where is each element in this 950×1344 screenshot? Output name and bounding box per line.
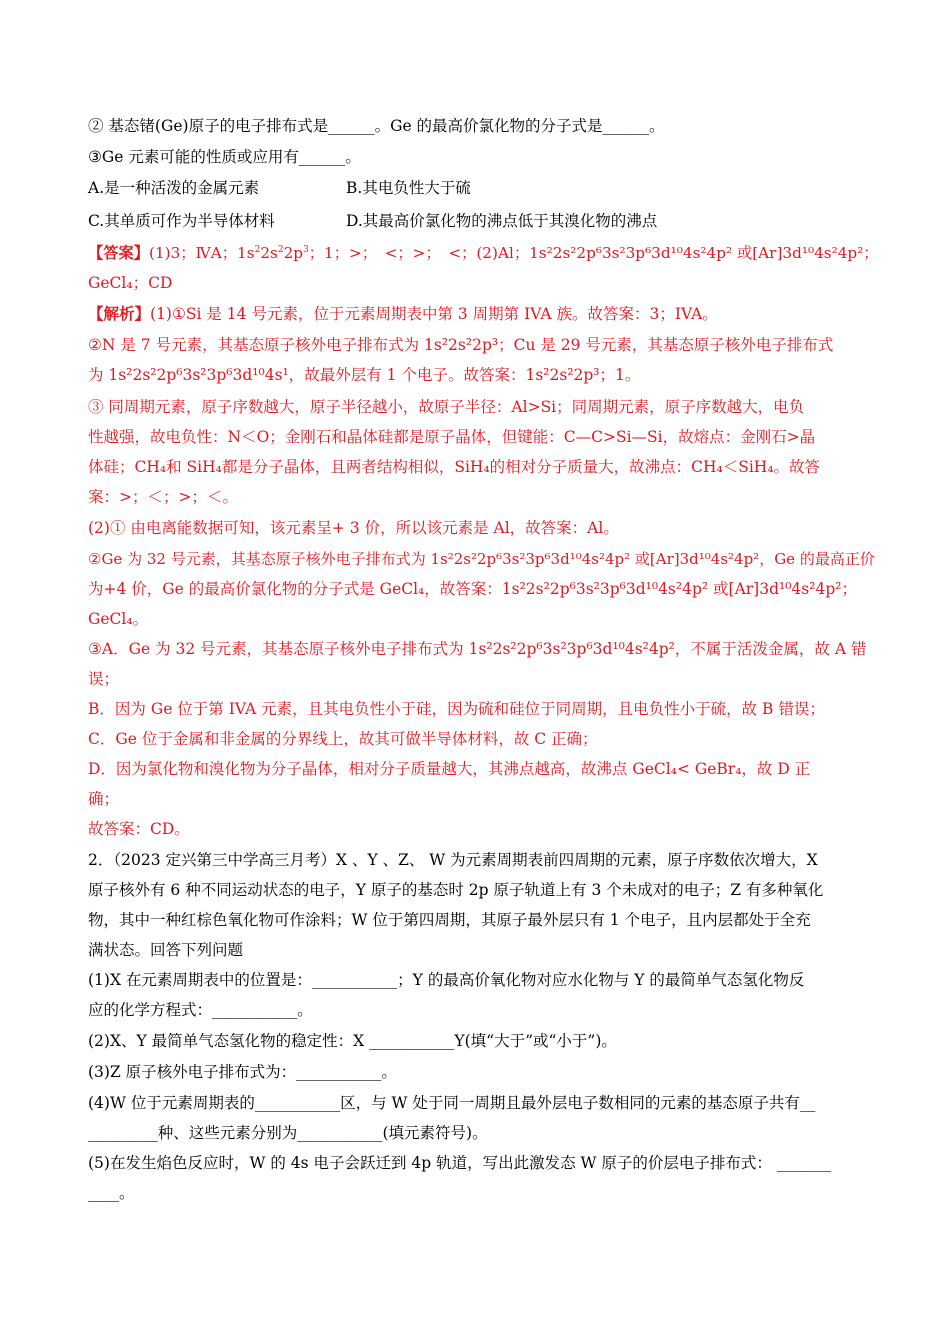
analysis-line-11: GeCl₄。 xyxy=(88,610,149,628)
answer-text: 2s xyxy=(260,244,278,262)
answer-text: 2p xyxy=(283,244,304,262)
question-2-line-3: 物，其中一种红棕色氧化物可作涂料；W 位于第四周期，其原子最外层只有 1 个电子，且内层都处于全充 xyxy=(88,911,811,929)
question-2-line-5: (1)X 在元素周期表中的位置是：___________；Y 的最高价氧化物对应水化物与 Y 的最简单气态氢化物反 xyxy=(88,971,805,989)
question-2-line-4: 满状态。回答下列问题 xyxy=(88,941,244,959)
question-2-line-6: 应的化学方程式：___________。 xyxy=(88,1001,313,1019)
answer-text: ；1；>； <；>； <；(2)Al；1s²2s²2p⁶3s²3p⁶3d¹⁰4s²4p² 或[Ar]3d¹⁰4s²4p²； xyxy=(308,244,879,262)
analysis-line-7: 案：>；＜；>；＜。 xyxy=(88,488,238,506)
analysis-line-12: ③A．Ge 为 32 号元素，其基态原子核外电子排布式为 1s²2s²2p⁶3s²3p⁶3d¹⁰4s²4p²，不属于活泼金属，故 A 错 xyxy=(88,640,867,658)
answer-text: (1)3；ⅣA；1s xyxy=(149,244,255,262)
analysis-line-13: 误； xyxy=(88,670,120,688)
analysis-line-17: 确； xyxy=(88,790,120,808)
analysis-line-15: C．Ge 位于金属和非金属的分界线上，故其可做半导体材料，故 C 正确； xyxy=(88,730,598,748)
question-2-line-10: _________种、这些元素分别为___________(填元素符号)。 xyxy=(88,1124,488,1142)
option-b: B.其电负性大于硫 xyxy=(346,179,471,197)
analysis-line-8: (2)① 由电离能数据可知，该元素呈+ 3 价，所以该元素是 Al，故答案：Al。 xyxy=(88,519,619,537)
question-2-line-7: (2)X、Y 最简单气态氢化物的稳定性：X ___________Y(填“大于”或“小于”)。 xyxy=(88,1032,617,1050)
analysis-line-5: 性越强，故电负性：N＜O；金刚石和晶体硅都是原子晶体，但键能：C—C>Si—Si，故熔点：金刚石>晶 xyxy=(88,428,816,446)
question-2-line-1: 2．（2023 定兴第三中学高三月考）X 、Y 、Z、 W 为元素周期表前四周期的元素，原子序数依次增大，X xyxy=(88,851,818,869)
analysis-line-1 xyxy=(88,303,878,325)
analysis-line-16: D．因为氯化物和溴化物为分子晶体，相对分子质量越大，其沸点越高，故沸点 GeCl₄< GeBr₄，故 D 正 xyxy=(88,760,811,778)
answer-sup: 3 xyxy=(303,245,309,255)
question-2-line-9: (4)W 位于元素周期表的___________区，与 W 处于同一周期且最外层电子数相同的元素的基态原子共有__ xyxy=(88,1094,816,1112)
option-c: C.其单质可作为半导体材料 xyxy=(88,212,275,230)
answer-sup: 2 xyxy=(254,245,261,255)
analysis-line-14: B．因为 Ge 位于第 IVA 元素，且其电负性小于硅，因为硫和硅位于同周期，且电负性小于硫，故 B 错误； xyxy=(88,700,825,718)
question-2-line-2: 原子核外有 6 种不同运动状态的电子，Y 原子的基态时 2p 原子轨道上有 3 个未成对的电子；Z 有多种氧化 xyxy=(88,881,824,899)
analysis-line-3: 为 1s²2s²2p⁶3s²3p⁶3d¹⁰4s¹，故最外层有 1 个电子。故答案：1s²2s²2p³；1。 xyxy=(88,366,641,384)
analysis-text: (1)①Si 是 14 号元素，位于元素周期表中第 3 周期第 IVA 族。故答案：3；IVA。 xyxy=(150,305,718,323)
analysis-line-2: ②N 是 7 号元素，其基态原子核外电子排布式为 1s²2s²2p³；Cu 是 29 号元素，其基态原子核外电子排布式 xyxy=(88,336,834,354)
answer-line-2: GeCl₄；CD xyxy=(88,274,173,292)
answer-line-1 xyxy=(88,242,878,264)
question-1-part-3: ③Ge 元素可能的性质或应用有______。 xyxy=(88,148,361,166)
option-d: D.其最高价氯化物的沸点低于其溴化物的沸点 xyxy=(346,212,658,230)
answer-label: 【答案】 xyxy=(88,244,149,262)
analysis-label: 【解析】 xyxy=(88,304,151,323)
analysis-line-4: ③ 同周期元素，原子序数越大，原子半径越小，故原子半径：Al>Si；同周期元素，原子序数越大，电负 xyxy=(88,398,805,416)
analysis-line-18: 故答案：CD。 xyxy=(88,820,190,838)
question-2-line-8: (3)Z 原子核外电子排布式为：___________。 xyxy=(88,1063,397,1081)
question-2-line-11: (5)在发生焰色反应时，W 的 4s 电子会跃迁到 4p 轨道，写出此激发态 W 原子的价层电子排布式： _______ xyxy=(88,1154,832,1172)
analysis-line-9: ②Ge 为 32 号元素，其基态原子核外电子排布式为 1s²2s²2p⁶3s²3p⁶3d¹⁰4s²4p² 或[Ar]3d¹⁰4s²4p²，Ge 的最高正价 xyxy=(88,550,875,568)
options-row-2 xyxy=(88,210,878,232)
answer-sup: 2 xyxy=(277,245,284,255)
analysis-line-6: 体硅；CH₄和 SiH₄都是分子晶体，且两者结构相似，SiH₄的相对分子质量大，故沸点：CH₄＜SiH₄。故答 xyxy=(88,458,821,476)
option-a: A.是一种活泼的金属元素 xyxy=(88,179,260,197)
options-row-1 xyxy=(88,177,878,199)
question-2-line-12: ____。 xyxy=(88,1184,135,1202)
question-1-part-2: ② 基态锗(Ge)原子的电子排布式是______。Ge 的最高价氯化物的分子式是______。 xyxy=(88,117,665,135)
analysis-line-10: 为+4 价，Ge 的最高价氯化物的分子式是 GeCl₄，故答案：1s²2s²2p⁶3s²3p⁶3d¹⁰4s²4p² 或[Ar]3d¹⁰4s²4p²； xyxy=(88,580,857,598)
